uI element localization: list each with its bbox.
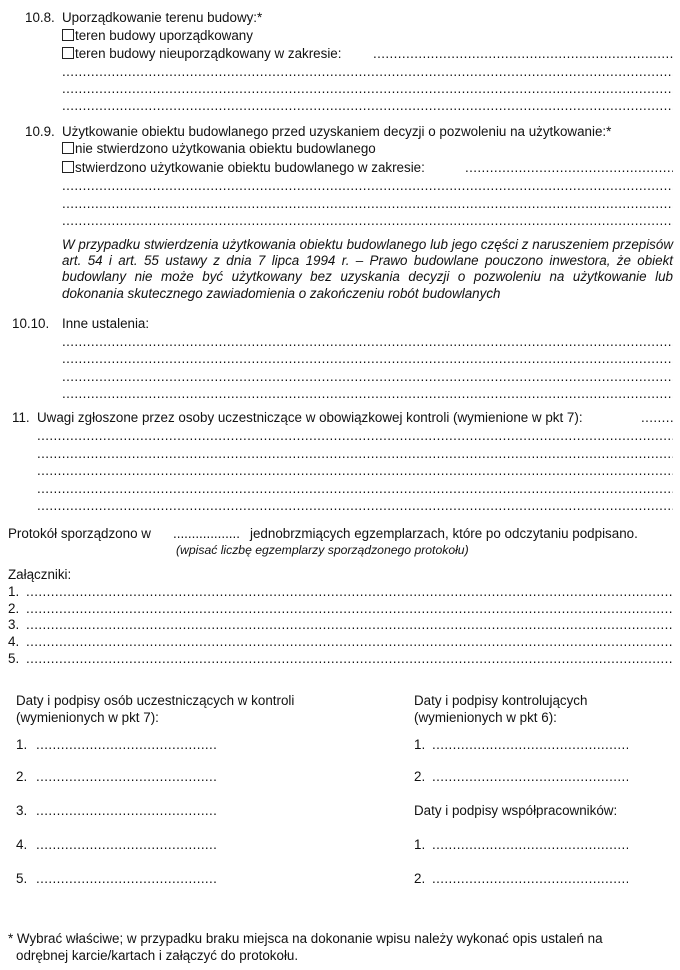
signature-number: 4. xyxy=(16,837,28,852)
fill-line[interactable] xyxy=(62,81,673,97)
signature-line[interactable] xyxy=(36,837,216,853)
signature-line[interactable] xyxy=(36,737,216,753)
signature-number: 1. xyxy=(414,737,426,752)
fill-line[interactable] xyxy=(62,178,673,194)
footnote-line: * Wybrać właściwe; w przypadku braku miejsca na dokonanie wpisu należy wykonać opis ustaleń na xyxy=(8,931,603,946)
fill-line[interactable] xyxy=(62,386,673,402)
fill-line[interactable] xyxy=(26,634,673,650)
legal-notice: W przypadku stwierdzenia użytkowania obiektu budowlanego lub jego części z naruszeniem przepisów art. 54 i art. 55 ustawy z dnia 7 lipca 1994 r. – Prawo budowlane pouczono inwestora, że obiekt budowlany nie może być użytkowany bez uzyskania decyzji o pozwoleniu na użytkowanie lub dokonania skutecznego zawiadomienia o zakończeniu robót budowlanych xyxy=(62,237,673,301)
attachment-number: 2. xyxy=(8,601,20,616)
attachment-number: 5. xyxy=(8,651,20,666)
section-number: 10.8. xyxy=(25,10,55,25)
fill-line[interactable] xyxy=(62,351,673,367)
signature-number: 1. xyxy=(414,837,426,852)
checkbox[interactable] xyxy=(62,161,74,173)
signatures-subtitle: (wymienionych w pkt 6): xyxy=(414,710,557,725)
copies-count-field[interactable]: .................. xyxy=(173,526,240,541)
signature-line[interactable] xyxy=(432,737,628,753)
fill-line[interactable] xyxy=(26,617,673,633)
fill-line[interactable] xyxy=(62,334,673,350)
signatures-subtitle: (wymienionych w pkt 7): xyxy=(16,710,159,725)
attachment-number: 1. xyxy=(8,584,20,599)
checkbox-option[interactable] xyxy=(62,160,425,176)
fill-line[interactable] xyxy=(26,601,673,617)
fill-line[interactable] xyxy=(62,64,673,80)
signatures-title: Daty i podpisy kontrolujących xyxy=(414,693,588,708)
fill-line[interactable] xyxy=(62,98,673,114)
protocol-hint: (wpisać liczbę egzemplarzy sporządzonego protokołu) xyxy=(176,543,469,557)
footnote-line: odrębnej karcie/kartach i załączyć do protokołu. xyxy=(16,948,299,963)
fill-line[interactable] xyxy=(641,410,673,426)
signature-line[interactable] xyxy=(36,871,216,887)
protocol-suffix: jednobrzmiących egzemplarzach, które po odczytaniu podpisano. xyxy=(250,526,638,541)
section-title: Uporządkowanie terenu budowy:* xyxy=(62,10,263,25)
attachments-title: Załączniki: xyxy=(8,567,72,582)
signatures-title: Daty i podpisy osób uczestniczących w kontroli xyxy=(16,693,295,708)
fill-line[interactable] xyxy=(37,428,673,444)
fill-line[interactable] xyxy=(26,651,673,667)
fill-line[interactable] xyxy=(37,446,673,462)
attachment-number: 3. xyxy=(8,617,20,632)
checkbox[interactable] xyxy=(62,47,74,59)
signature-number: 2. xyxy=(16,769,28,784)
checkbox[interactable] xyxy=(62,29,74,41)
section-number: 10.10. xyxy=(12,316,50,331)
fill-line[interactable] xyxy=(37,481,673,497)
attachment-number: 4. xyxy=(8,634,20,649)
fill-line[interactable] xyxy=(373,46,673,62)
option-label: teren budowy nieuporządkowany w zakresie: xyxy=(75,46,342,61)
signature-number: 2. xyxy=(414,871,426,886)
checkbox-option[interactable] xyxy=(62,141,376,157)
signature-line[interactable] xyxy=(432,871,628,887)
fill-line[interactable] xyxy=(37,463,673,479)
fill-line[interactable] xyxy=(62,369,673,385)
protocol-prefix: Protokół sporządzono w xyxy=(8,526,151,541)
section-title: Użytkowanie obiektu budowlanego przed uzyskaniem decyzji o pozwoleniu na użytkowanie:* xyxy=(62,124,612,139)
signature-number: 5. xyxy=(16,871,28,886)
fill-line[interactable] xyxy=(26,584,673,600)
checkbox[interactable] xyxy=(62,142,74,154)
checkbox-option[interactable] xyxy=(62,28,253,44)
signature-number: 3. xyxy=(16,803,28,818)
signature-number: 2. xyxy=(414,769,426,784)
coworkers-title: Daty i podpisy współpracowników: xyxy=(414,803,618,818)
section-number: 11. xyxy=(12,410,30,425)
section-title: Uwagi zgłoszone przez osoby uczestniczące w obowiązkowej kontroli (wymienione w pkt 7): xyxy=(37,410,583,425)
signature-line[interactable] xyxy=(36,803,216,819)
signature-line[interactable] xyxy=(432,769,628,785)
checkbox-option[interactable] xyxy=(62,46,341,62)
signature-line[interactable] xyxy=(432,837,628,853)
fill-line[interactable] xyxy=(62,196,673,212)
signature-line[interactable] xyxy=(36,769,216,785)
option-label: nie stwierdzono użytkowania obiektu budowlanego xyxy=(75,141,376,156)
option-label: stwierdzono użytkowanie obiektu budowlanego w zakresie: xyxy=(75,160,425,175)
option-label: teren budowy uporządkowany xyxy=(75,28,253,43)
fill-line[interactable] xyxy=(37,498,673,514)
fill-line[interactable] xyxy=(62,213,673,229)
fill-line[interactable] xyxy=(465,160,673,176)
section-title: Inne ustalenia: xyxy=(62,316,150,331)
section-number: 10.9. xyxy=(25,124,55,139)
signature-number: 1. xyxy=(16,737,28,752)
